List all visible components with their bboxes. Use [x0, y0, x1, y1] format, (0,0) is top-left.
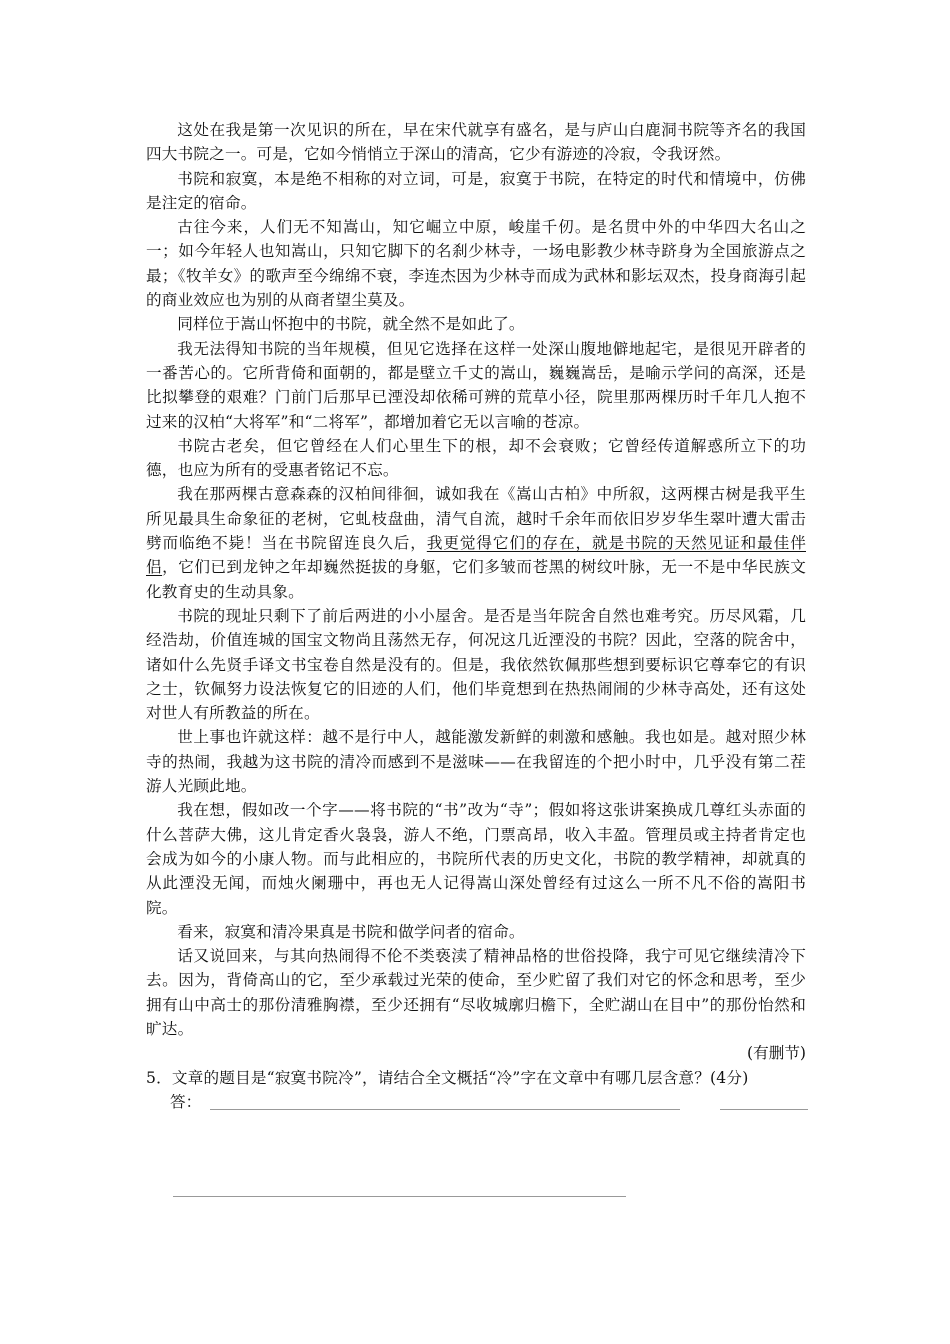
- answer-rule-2: [720, 1109, 808, 1110]
- answer-rule-1: [210, 1109, 680, 1110]
- underlined-sentence: 我更觉得它们的存在，就是书院的天然见证和最佳伴侣: [146, 534, 806, 577]
- answer-label: 答：: [170, 1092, 202, 1111]
- paragraph-6: 书院古老矣，但它曾经在人们心里生下的根，却不会衰败；它曾经传道解惑所立下的功德，也应为所有的受惠者铭记不忘。: [146, 436, 806, 480]
- paragraph-4: 同样位于嵩山怀抱中的书院，就全然不是如此了。: [177, 315, 525, 334]
- paragraph-11: 看来，寂寞和清冷果真是书院和做学问者的宿命。: [177, 922, 525, 941]
- question-5: 5．文章的题目是“寂寞书院冷”，请结合全文概括“冷”字在文章中有哪几层含意？(4分): [146, 1068, 749, 1087]
- document-page: [146, 118, 806, 1120]
- paragraph-5: 我无法得知书院的当年规模，但见它选择在这样一处深山腹地僻地起宅，是很见开辟者的一番苦心的。它所背倚和面朝的，都是壁立千丈的嵩山，巍巍嵩岳，是喻示学问的高深，还是比拟攀登的艰难？门前门后那早已湮没却依稀可辨的荒草小径，院里那两棵历时千年几人抱不过来的汉柏“大将军”和“二将军”，都增加着它无以言喻的苍凉。: [146, 339, 806, 431]
- paragraph-7-after: ，它们已到龙钟之年却巍然挺拔的身躯，它们多皱而苍黑的树纹叶脉，无一不是中华民族文化教育史的生动具象。: [146, 558, 806, 601]
- answer-rule-3: [173, 1196, 626, 1197]
- paragraph-3: 古往今来，人们无不知嵩山，知它崛立中原，峻崖千仞。是名贯中外的中华四大名山之一；如今年轻人也知嵩山，只知它脚下的名刹少林寺，一场电影教少林寺跻身为全国旅游点之最；《牧羊女》的歌声至今绵绵不衰，李连杰因为少林寺而成为武林和影坛双杰，投身商海引起的商业效应也为别的从商者望尘莫及。: [146, 218, 806, 310]
- paragraph-8: 书院的现址只剩下了前后两进的小小屋舍。是否是当年院舍自然也难考究。历尽风霜，几经浩劫，价值连城的国宝文物尚且荡然无存，何况这几近湮没的书院？因此，空落的院舍中，诸如什么先贤手译文书宝卷自然是没有的。但是，我依然钦佩那些想到要标识它尊奉它的有识之士，钦佩努力设法恢复它的旧迹的人们，他们毕竟想到在热热闹闹的少林寺高处，还有这处对世人有所教益的所在。: [146, 606, 806, 723]
- paragraph-12: 话又说回来，与其向热闹得不伦不类亵渎了精神品格的世俗投降，我宁可见它继续清冷下去。因为，背倚高山的它，至少承载过光荣的使命，至少贮留了我们对它的怀念和思考，至少拥有山中高士的那份清雅胸襟，至少还拥有“尽收城廓归檐下，全贮湖山在目中”的那份怡然和旷达。: [146, 947, 806, 1038]
- paragraph-10: 我在想，假如改一个字——将书院的“书”改为“寺”；假如将这张讲案换成几尊红头赤面的什么菩萨大佛，这儿肯定香火袅袅，游人不绝，门票高昂，收入丰盈。管理员或主持者肯定也会成为如今的小康人物。而与此相应的，书院所代表的历史文化，书院的教学精神，却就真的从此湮没无闻，而烛火阑珊中，再也无人记得嵩山深处曾经有过这么一所不凡不俗的嵩阳书院。: [146, 801, 806, 917]
- paragraph-7-before: 我在那两棵古意森森的汉柏间徘徊，诚如我在《嵩山古柏》中所叙，这两棵古树是我平生所见最具生命象征的老树，它虬枝盘曲，清气自流，越时千余年而依旧岁岁华生翠叶遭大雷击劈而临绝不毙！当在书院留连良久后，: [146, 485, 806, 553]
- answer-line[interactable]: [170, 1090, 806, 1120]
- paragraph-9: 世上事也许就这样：越不是行中人，越能激发新鲜的刺激和感触。我也如是。越对照少林寺的热闹，我越为这书院的清冷而感到不是滋味——在我留连的个把小时中，几乎没有第二茬游人光顾此地。: [146, 728, 806, 796]
- paragraph-2: 书院和寂寞，本是绝不相称的对立词，可是，寂寞于书院，在特定的时代和情境中，仿佛是注定的宿命。: [146, 169, 806, 212]
- source-note: (有删节): [747, 1044, 806, 1063]
- paragraph-1: 这处在我是第一次见识的所在，早在宋代就享有盛名，是与庐山白鹿洞书院等齐名的我国四大书院之一。可是，它如今悄悄立于深山的清高，它少有游迹的冷寂，令我讶然。: [146, 121, 806, 164]
- paragraph-7: [146, 482, 806, 603]
